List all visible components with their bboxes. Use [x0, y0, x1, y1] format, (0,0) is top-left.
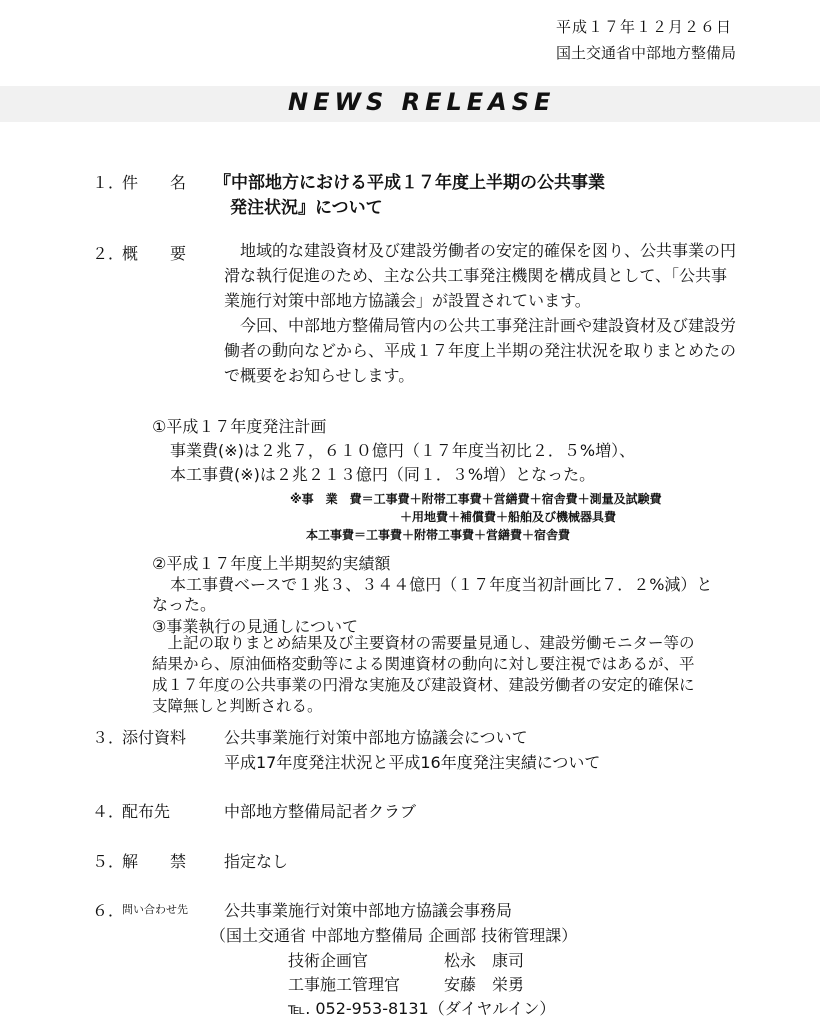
footnote-line-1: ※事 業 費＝工事費＋附帯工事費＋営繕費＋宿舎費＋測量及試験費 [290, 492, 662, 506]
section-5-label: 解 禁 [122, 852, 187, 871]
item-1-line-1: 事業費(※)は２兆７，６１０億円（１７年度当初比２．５%増）、 [170, 441, 636, 460]
footnote-line-2: ＋用地費＋補償費＋船舶及び機械器具費 [400, 510, 617, 524]
contact-1-name: 松永 康司 [444, 951, 525, 970]
item-1-heading: ①平成１７年度発注計画 [152, 417, 327, 436]
embargo-value: 指定なし [224, 852, 289, 871]
attachment-2: 平成17年度発注状況と平成16年度発注実績について [224, 753, 601, 772]
contact-organization: 公共事業施行対策中部地方協議会事務局 [224, 901, 513, 920]
contact-1-role: 技術企画官 [288, 951, 369, 970]
summary-paragraph-2: 今回、中部地方整備局管内の公共工事発注計画や建設資材及び建設労 働者の動向などから、平成１７年度上半期の発注状況を取りまとめたの で概要をお知らせします。 [224, 316, 737, 385]
section-2-label: 概 要 [122, 244, 187, 263]
section-3-number: ３． [92, 728, 125, 747]
section-6-label: 問い合わせ先 [122, 903, 188, 916]
section-5-number: ５． [92, 852, 125, 871]
section-2-number: ２． [92, 244, 125, 263]
subject-line-1: 『中部地方における平成１７年度上半期の公共事業 [214, 173, 605, 193]
contact-phone: ℡. 052-953-8131（ダイヤルイン） [288, 999, 556, 1018]
section-3-label: 添付資料 [122, 728, 187, 747]
section-4-number: ４． [92, 802, 125, 821]
section-1-label: 件 名 [122, 173, 187, 192]
issuing-organization: 国土交通省中部地方整備局 [556, 44, 737, 62]
footnote-line-3: 本工事費＝工事費＋附帯工事費＋営繕費＋宿舎費 [306, 528, 571, 542]
contact-2-name: 安藤 栄勇 [444, 975, 525, 994]
distribution-value: 中部地方整備局記者クラブ [224, 802, 417, 821]
item-3-paragraph: 上記の取りまとめ結果及び主要資材の需要量見通し、建設労働モニター等の 結果から、原油価格変動等による関連資材の動向に対し要注視ではあるが、平 成１７年度の公共事業の円滑な実施及び建設資材、建設労働者の安定的確保に 支障無しと判断される。 [152, 634, 695, 715]
item-3-heading: ③事業執行の見通しについて [152, 617, 359, 636]
subject-line-2: 発注状況』について [230, 198, 383, 218]
section-1-number: １． [92, 173, 125, 192]
attachment-1: 公共事業施行対策中部地方協議会について [224, 728, 528, 747]
contact-department: （国土交通省 中部地方整備局 企画部 技術管理課） [210, 926, 578, 945]
page-title: NEWS RELEASE [288, 88, 556, 116]
section-4-label: 配布先 [122, 802, 171, 821]
section-6-number: ６． [92, 901, 125, 920]
item-1-line-2: 本工事費(※)は２兆２１３億円（同１．３%増）となった。 [170, 465, 596, 484]
summary-paragraph-1: 地域的な建設資材及び建設労働者の安定的確保を図り、公共事業の円 滑な執行促進のため、主な公共工事発注機関を構成員として、「公共事 業施行対策中部地方協議会」が設置されています。 [224, 241, 737, 310]
release-date: 平成１７年１２月２６日 [556, 18, 733, 36]
item-2-line-2: なった。 [152, 595, 217, 614]
contact-2-role: 工事施工管理官 [288, 975, 401, 994]
item-2-line-1: 本工事費ベースで１兆３、３４４億円（１７年度当初計画比７．２%減）と [170, 575, 713, 594]
item-2-heading: ②平成１７年度上半期契約実績額 [152, 554, 391, 573]
